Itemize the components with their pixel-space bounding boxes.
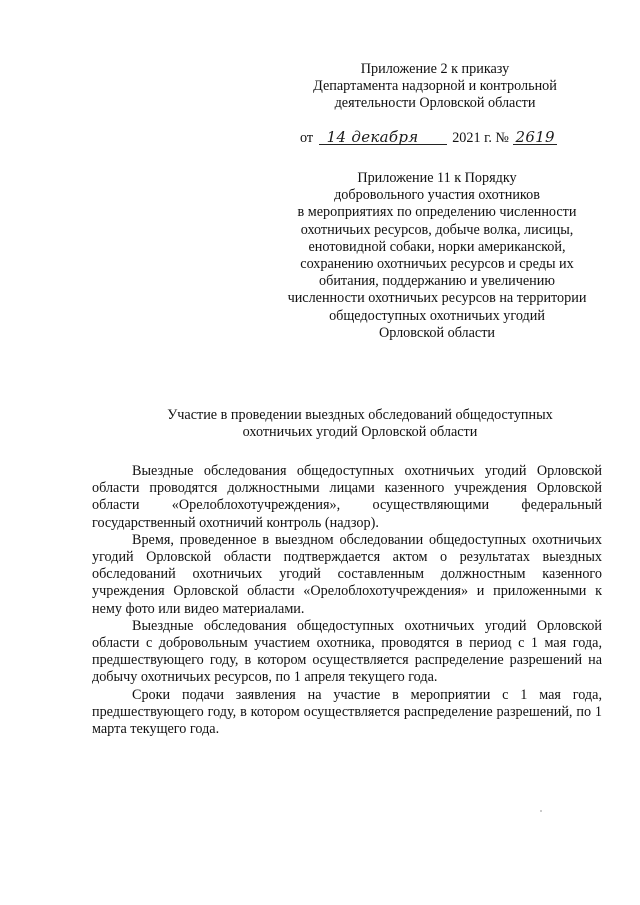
appendix-header-line: деятельности Орловской области [334, 95, 536, 112]
body-paragraph: Время, проведенное в выездном обследовании общедоступных охотничьих угодий Орловской области подтверждается актом о результатах выездных обследований охотничьих угодий составленным должностным казенного учреждения Орловской области «Орелоблохотучреждения» и приложенными к нему фото или видео материалами. [92, 531, 602, 617]
scan-speck [540, 810, 542, 812]
procedure-header-line: Приложение 11 к Порядку [357, 170, 517, 186]
procedure-header-line: в мероприятиях по определению численности [297, 204, 577, 221]
document-body [92, 463, 602, 738]
procedure-header-line: численности охотничьих ресурсов на территории [287, 290, 587, 307]
procedure-header-line: енотовидной собаки, норки американской, [308, 238, 566, 255]
handwritten-order-number: 2619 [513, 130, 557, 145]
order-year-label: 2021 г. № [452, 130, 509, 146]
document-title [110, 407, 610, 441]
body-paragraph: Сроки подачи заявления на участие в мероприятии с 1 мая года, предшествующего году, в котором осуществляется распределение разрешений, по 1 марта текущего года. [92, 686, 602, 738]
body-paragraph: Выездные обследования общедоступных охотничьих угодий Орловской области с добровольным участием охотника, проводятся в период с 1 мая года, предшествующего году, в котором осуществляется распределение разрешений на добычу охотничьих ресурсов, по 1 апреля текущего года. [92, 617, 602, 686]
procedure-header-line: добровольного участия охотников [334, 187, 540, 204]
procedure-header-line: Орловской области [378, 324, 496, 341]
procedure-header [272, 170, 602, 342]
procedure-header-line: сохранению охотничьих ресурсов и среды их [300, 256, 574, 273]
appendix-header-line: Департамента надзорной и контрольной [313, 78, 557, 95]
appendix-header-line: Приложение 2 к приказу [360, 61, 510, 77]
procedure-header-line: обитания, поддержанию и увеличению [319, 273, 555, 290]
order-date-line [300, 130, 600, 147]
date-prefix: от [300, 130, 314, 146]
title-line: охотничьих угодий Орловской области [242, 424, 478, 441]
title-line: Участие в проведении выездных обследований общедоступных [167, 407, 553, 423]
procedure-header-line: общедоступных охотничьих угодий [329, 307, 545, 324]
appendix-header [290, 61, 580, 113]
procedure-header-line: охотничьих ресурсов, добыче волка, лисицы, [300, 221, 574, 238]
handwritten-date: 14 декабря [319, 130, 447, 145]
body-paragraph: Выездные обследования общедоступных охотничьих угодий Орловской области проводятся должностными лицами казенного учреждения Орловской области «Орелоблохотучреждения», осуществляющими федеральный государственный охотничий контроль (надзор). [92, 463, 602, 531]
